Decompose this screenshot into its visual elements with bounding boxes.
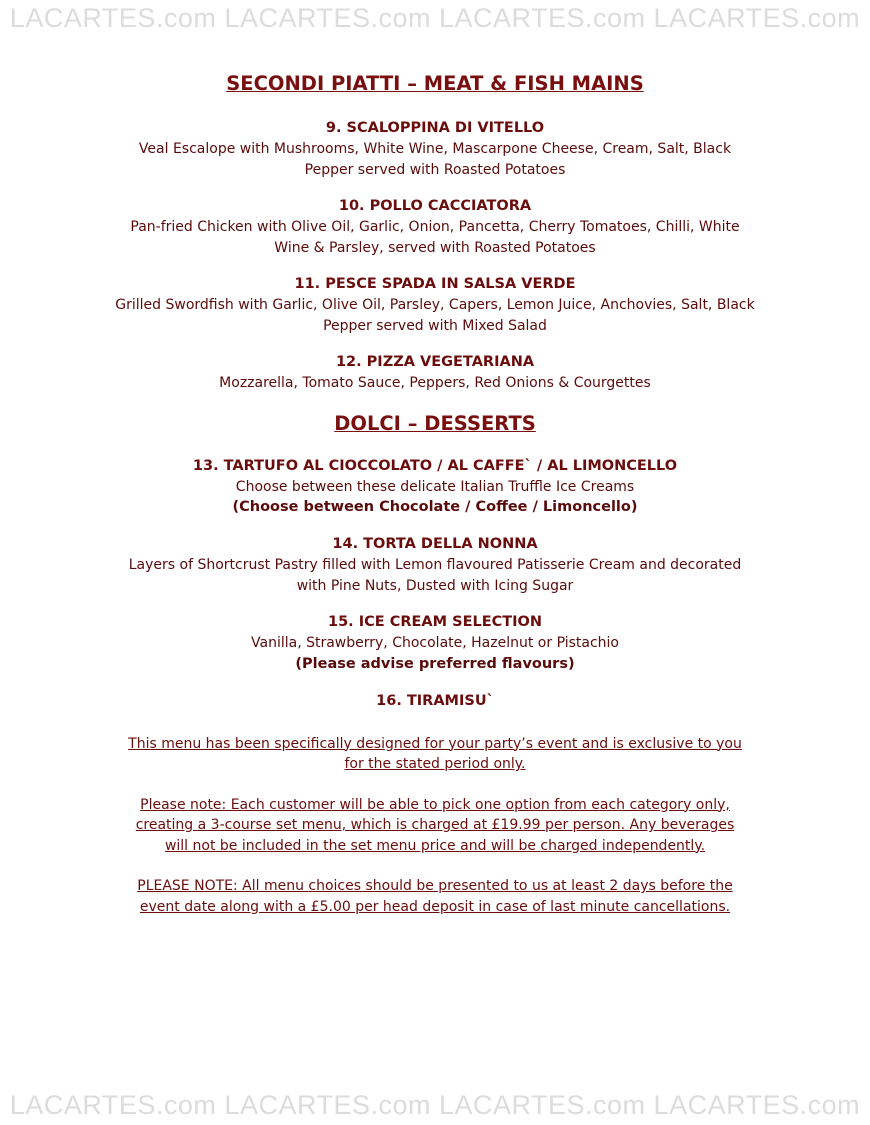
menu-item-name: 14. TORTA DELLA NONNA bbox=[332, 536, 538, 552]
menu-item-name: 13. TARTUFO AL CIOCCOLATO / AL CAFFE` / AL LIMONCELLO bbox=[192, 457, 678, 474]
menu-item-description: Pan-fried Chicken with Olive Oil, Garlic, Onion, Pancetta, Cherry Tomatoes, Chilli, White Wine & Parsley, served with Roasted Potatoes bbox=[130, 219, 740, 256]
menu-item bbox=[0, 352, 870, 394]
menu-item bbox=[0, 196, 870, 258]
menu-item-description: Choose between these delicate Italian Truffle Ice Creams bbox=[235, 478, 635, 495]
menu-item-name: 15. ICE CREAM SELECTION bbox=[327, 614, 543, 630]
menu-item-description: Layers of Shortcrust Pastry filled with Lemon flavoured Patisserie Cream and decorated with Pine Nuts, Dusted with Icing Sugar bbox=[128, 557, 742, 594]
notice-set-menu-price: Please note: Each customer will be able to pick one option from each category only, creating a 3-course set menu, which is charged at £19.99 per person. Any beverages will not be included in the set menu price and will be charged independently. bbox=[135, 796, 735, 854]
menu-item-name: 9. SCALOPPINA DI VITELLO bbox=[325, 120, 545, 136]
watermark-top: LACARTES.com LACARTES.com LACARTES.com LACARTES.com bbox=[9, 3, 861, 33]
menu-item bbox=[0, 691, 870, 712]
menu-item bbox=[0, 456, 870, 519]
menu-item-name: 11. PESCE SPADA IN SALSA VERDE bbox=[294, 276, 576, 292]
menu-item bbox=[0, 118, 870, 180]
section-title-dolci: DOLCI – DESSERTS bbox=[334, 411, 536, 435]
menu-item-name: 16. TIRAMISU` bbox=[376, 692, 494, 709]
menu-item-description: Vanilla, Strawberry, Chocolate, Hazelnut or Pistachio bbox=[251, 635, 619, 651]
menu-item-description: Grilled Swordfish with Garlic, Olive Oil, Parsley, Capers, Lemon Juice, Anchovies, Salt, Black Pepper served with Mixed Salad bbox=[115, 297, 755, 334]
watermark-bottom: LACARTES.com LACARTES.com LACARTES.com LACARTES.com bbox=[9, 1090, 861, 1120]
notices bbox=[0, 734, 870, 918]
section-title-secondi: SECONDI PIATTI – MEAT & FISH MAINS bbox=[226, 72, 644, 95]
menu-item-name: 12. PIZZA VEGETARIANA bbox=[335, 354, 535, 370]
notice-deposit: PLEASE NOTE: All menu choices should be presented to us at least 2 days before the event date along with a £5.00 per head deposit in case of last minute cancellations. bbox=[137, 878, 733, 915]
menu-item bbox=[0, 612, 870, 675]
menu-item-description: Mozzarella, Tomato Sauce, Peppers, Red Onions & Courgettes bbox=[219, 375, 651, 391]
menu-item-note: (Choose between Chocolate / Coffee / Limoncello) bbox=[232, 499, 638, 515]
menu-page bbox=[0, 70, 870, 937]
menu-item-description: Veal Escalope with Mushrooms, White Wine, Mascarpone Cheese, Cream, Salt, Black Pepper served with Roasted Potatoes bbox=[138, 141, 732, 178]
menu-item-note: (Please advise preferred flavours) bbox=[295, 655, 575, 672]
menu-item bbox=[0, 534, 870, 596]
menu-item bbox=[0, 274, 870, 336]
menu-item-name: 10. POLLO CACCIATORA bbox=[338, 198, 532, 214]
notice-exclusive: This menu has been specifically designed for your party’s event and is exclusive to you for the stated period only. bbox=[128, 735, 742, 772]
